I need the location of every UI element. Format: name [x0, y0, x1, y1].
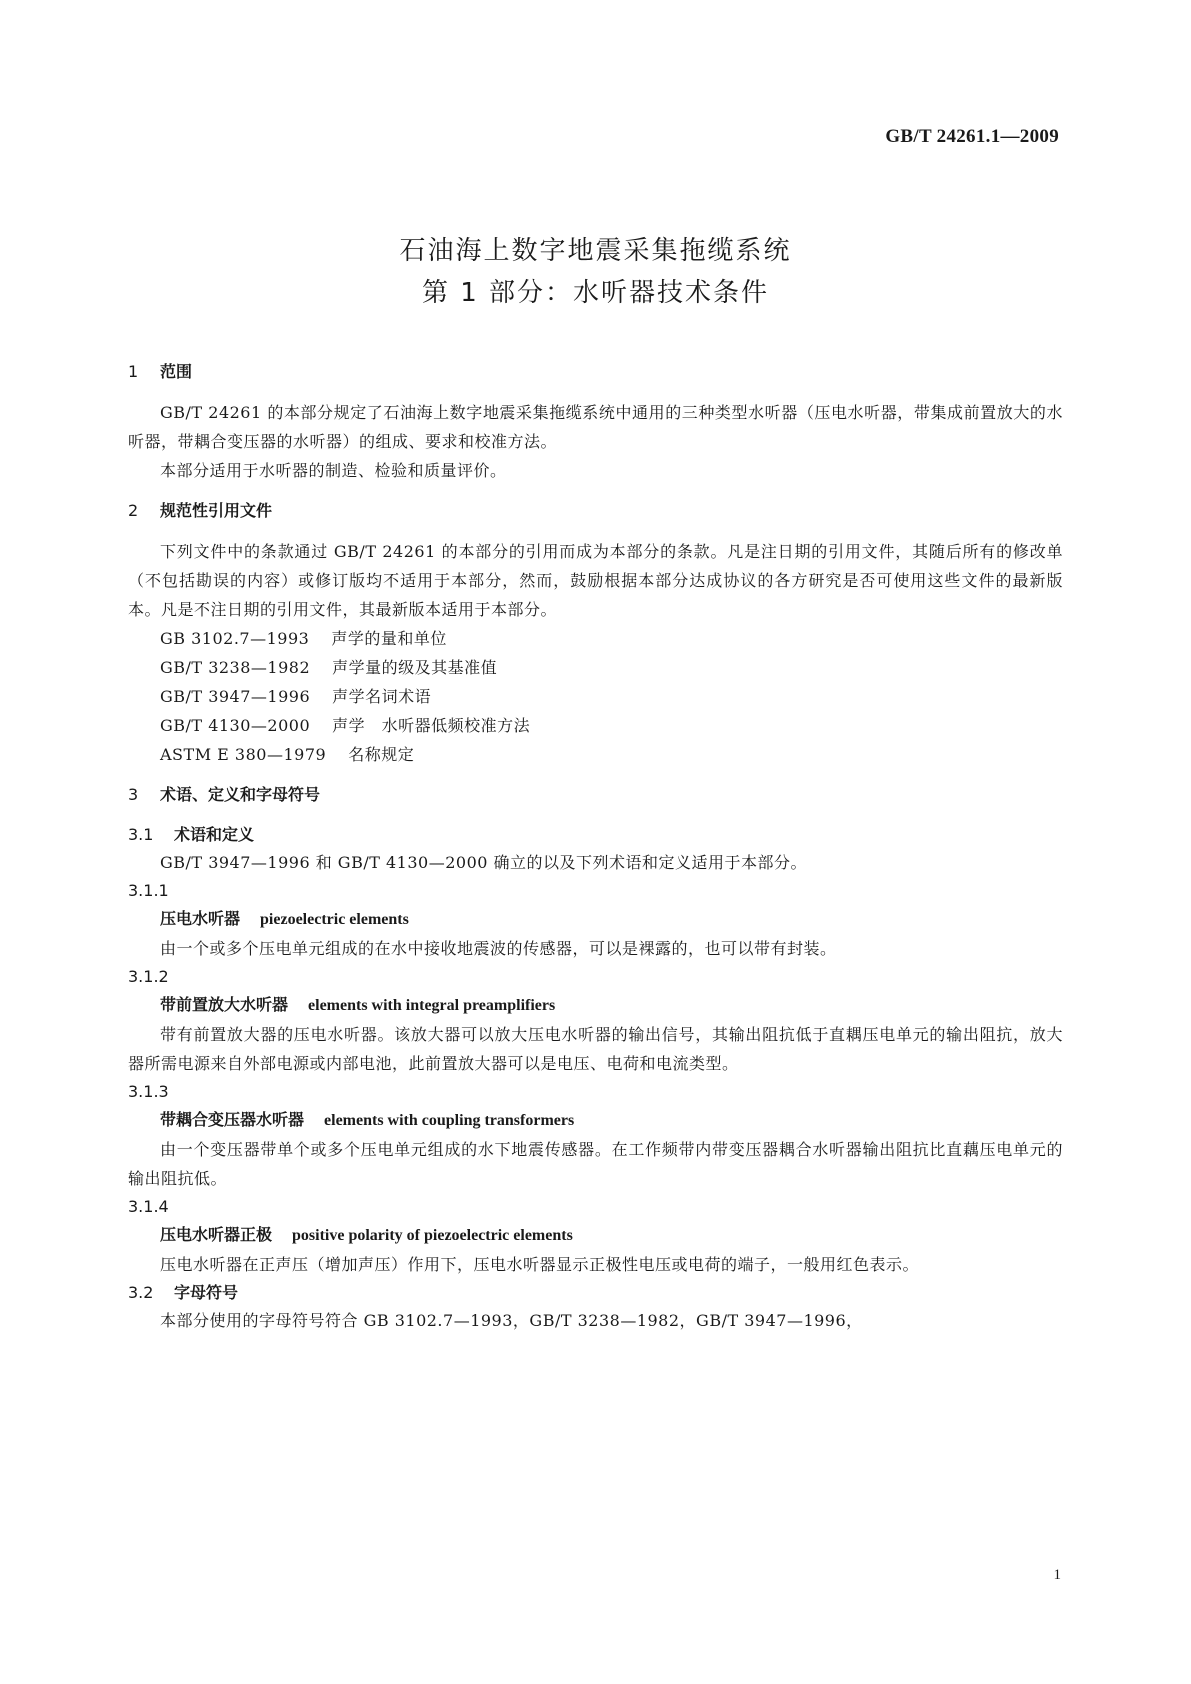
document-body — [128, 360, 1063, 1335]
subsection-number: 3.2 — [128, 1283, 154, 1302]
term-heading: 带耦合变压器水听器 elements with coupling transformers — [160, 1110, 575, 1129]
paragraph: 本部分适用于水听器的制造、检验和质量评价。 — [160, 461, 507, 480]
term-heading: 压电水听器正极 positive polarity of piezoelectric elements — [160, 1225, 573, 1244]
reference-item: GB/T 4130—2000 声学 水听器低频校准方法 — [160, 716, 531, 735]
subsection-title: 字母符号 — [174, 1283, 239, 1302]
reference-item: GB 3102.7—1993 声学的量和单位 — [160, 629, 447, 648]
paragraph: GB/T 24261 的本部分规定了石油海上数字地震采集拖缆系统中通用的三种类型水听器（压电水听器，带集成前置放大的水听器，带耦合变压器的水听器）的组成、要求和校准方法。 — [128, 403, 1063, 451]
section-number: 1 — [128, 362, 139, 381]
reference-item: ASTM E 380—1979 名称规定 — [160, 745, 415, 764]
term-number: 3.1.2 — [128, 967, 169, 986]
paragraph: GB/T 3947—1996 和 GB/T 4130—2000 确立的以及下列术语和定义适用于本部分。 — [160, 853, 808, 872]
term-heading: 带前置放大水听器 elements with integral preamplifiers — [160, 995, 556, 1014]
term-heading: 压电水听器 piezoelectric elements — [160, 909, 409, 928]
term-definition: 压电水听器在正声压（增加声压）作用下，压电水听器显示正极性电压或电荷的端子，一般用红色表示。 — [160, 1255, 920, 1274]
document-title-line-2: 第 1 部分：水听器技术条件 — [421, 278, 770, 308]
page-number: 1 — [1053, 1567, 1061, 1583]
reference-item: GB/T 3947—1996 声学名词术语 — [160, 687, 432, 706]
subsection-number: 3.1 — [128, 825, 154, 844]
paragraph: 本部分使用的字母符号符合 GB 3102.7—1993，GB/T 3238—1982，GB/T 3947—1996， — [160, 1311, 863, 1330]
term-number: 3.1.4 — [128, 1197, 169, 1216]
section-3-heading — [128, 783, 1063, 807]
document-title-line-1: 石油海上数字地震采集拖缆系统 — [399, 236, 792, 266]
section-number: 2 — [128, 501, 139, 520]
section-1-heading — [128, 360, 1063, 384]
document-code: GB/T 24261.1—2009 — [885, 126, 1059, 147]
section-number: 3 — [128, 785, 139, 804]
section-title: 术语、定义和字母符号 — [160, 785, 321, 804]
subsection-3-1-heading — [128, 821, 1063, 848]
subsection-3-2-heading — [128, 1279, 1063, 1306]
term-definition: 带有前置放大器的压电水听器。该放大器可以放大压电水听器的输出信号，其输出阻抗低于直耦压电单元的输出阻抗，放大器所需电源来自外部电源或内部电池，此前置放大器可以是电压、电荷和电流类型。 — [128, 1025, 1063, 1073]
term-definition: 由一个变压器带单个或多个压电单元组成的水下地震传感器。在工作频带内带变压器耦合水听器输出阻抗比直藕压电单元的输出阻抗低。 — [128, 1140, 1063, 1188]
subsection-title: 术语和定义 — [174, 825, 255, 844]
term-definition: 由一个或多个压电单元组成的在水中接收地震波的传感器，可以是裸露的，也可以带有封装。 — [160, 939, 837, 958]
term-number: 3.1.1 — [128, 881, 169, 900]
section-2-heading — [128, 499, 1063, 523]
paragraph: 下列文件中的条款通过 GB/T 24261 的本部分的引用而成为本部分的条款。凡是注日期的引用文件，其随后所有的修改单（不包括勘误的内容）或修订版均不适用于本部分，然而，鼓励根据本部分达成协议的各方研究是否可使用这些文件的最新版本。凡是不注日期的引用文件，其最新版本适用于本部分。 — [128, 542, 1063, 619]
reference-item: GB/T 3238—1982 声学量的级及其基准值 — [160, 658, 498, 677]
section-title: 范围 — [160, 362, 193, 381]
section-title: 规范性引用文件 — [160, 501, 273, 520]
term-number: 3.1.3 — [128, 1082, 169, 1101]
